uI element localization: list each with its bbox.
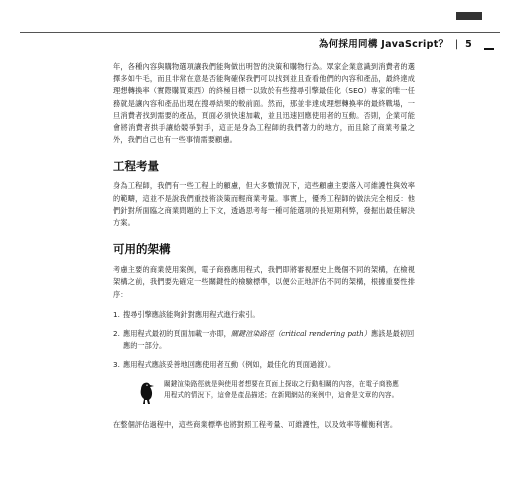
list-item: [113, 309, 415, 321]
crow-icon: [137, 381, 159, 405]
header-text: [319, 36, 472, 50]
list-item-text: 應用程式應該妥善地回應使用者互動（例如，最佳化的頁面過渡）。: [123, 360, 336, 370]
note-box: [137, 379, 399, 405]
criteria-list: [113, 309, 415, 372]
page-number: 5: [465, 39, 472, 50]
note-text: 關鍵渲染路徑就是與使用者想要在頁面上探取之行動相關的內容，在電子商務應用程式的情況下，這會是產品描述；在新聞網站的案例中，這會是文章的內容。: [164, 379, 399, 400]
page-body: [113, 61, 415, 431]
closing-paragraph: 在整個評估過程中，這些商業標準也將對照工程考量、可維護性，以及效率等權衡利害。: [113, 419, 398, 429]
corner-mark: [484, 48, 494, 50]
list-item-text-after: 應該是最初回應的一部分。: [123, 329, 415, 351]
list-item-number: 3.: [113, 360, 120, 370]
list-item-text: [123, 328, 415, 352]
header-title: 為何採用同構 JavaScript？: [318, 39, 449, 50]
list-item: [113, 359, 415, 371]
list-item-number: 2.: [113, 329, 120, 339]
engineering-heading: 工程考量: [113, 159, 159, 174]
critical-rendering-path-term: 關鍵渲染路徑（critical rendering path）: [230, 329, 371, 339]
architecture-paragraph: 考慮主要的商業使用案例，電子商務應用程式，我們即將審視歷史上幾個不同的架構，在檢視架構之前，我們要先確定一些關鍵性的檢驗標準，以便公正地評估不同的架構，根據重要性排序：: [113, 265, 415, 299]
header-separator: |: [454, 39, 459, 50]
list-item-text-before: 應用程式最初的頁面加載一亦即，: [123, 329, 231, 339]
header-rule: [20, 32, 500, 33]
intro-paragraph: 年，各種內容與購物選項讓我們能夠做出明智的決策和購物行為。眾家企業意識到消費者的選擇多如牛毛，而且非常在意是否能夠確保我們可以找到並且查看他們的內容和產品，最終達成理想轉換率（實際購買東西）的終極目標一以致於有些搜尋引擎最佳化（SEO）專家的唯一任務就是讓內容和產品出現在搜尋結果的較前面。然而，那並非達成理想轉換率的最終戰場，一旦消費者找到需要的產品，頁面必須快速加載，並且迅速回應使用者的互動。否則，企業可能會將消費者拱手讓給競爭對手，這正是身為工程師的我們著力的地方，而且除了商業考量之外，我們自己也有一些事情需要顧慮。: [113, 62, 415, 145]
list-item: [113, 328, 415, 352]
list-item-text: 搜尋引擎應該能夠針對應用程式進行索引。: [123, 309, 260, 319]
running-header: [0, 12, 520, 52]
list-item-number: 1.: [113, 309, 120, 319]
engineering-paragraph: 身為工程師，我們有一些工程上的顧慮，但大多數情況下，這些顧慮主要落入可維護性與效率的範疇，這並不是說我們重技術淡策而輕商業考量。事實上，優秀工程師的做法完全相反：他們針對所面臨之商業問題的上下文，透過思考每一種可能選項的長短期利弊，發掘出最佳解決方案。: [113, 181, 415, 228]
architecture-heading: 可用的架構: [113, 242, 171, 257]
header-tab-mark: [456, 12, 482, 20]
